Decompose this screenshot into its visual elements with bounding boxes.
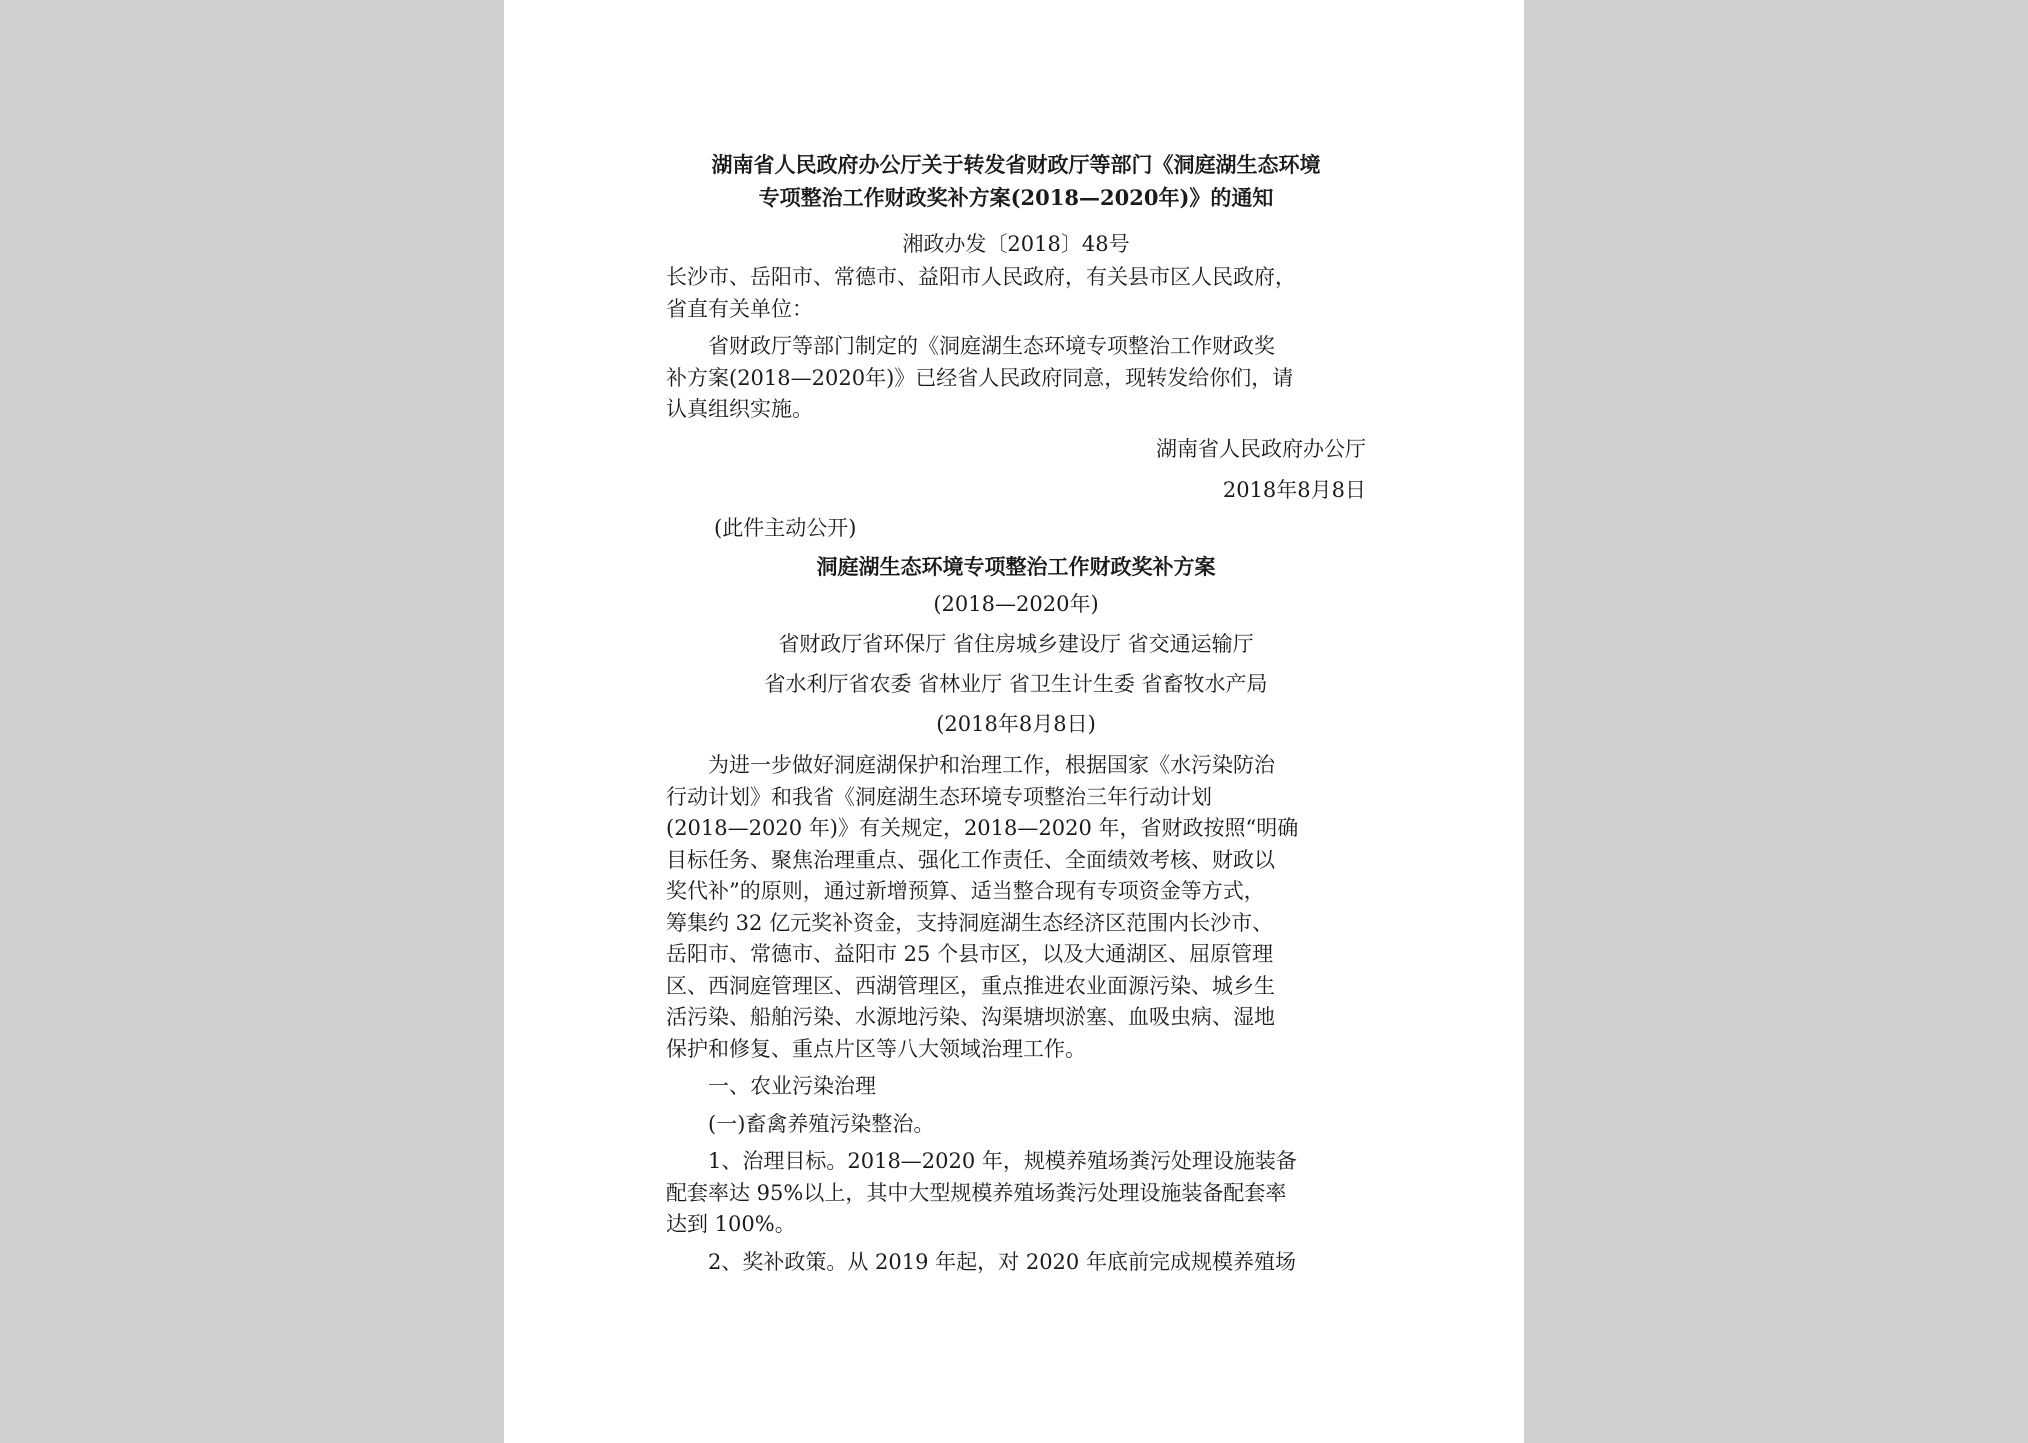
signature-org: 湖南省人民政府办公厅 xyxy=(1156,436,1366,461)
page-content xyxy=(666,148,1366,1278)
signature-date: 2018年8月8日 xyxy=(1222,478,1366,502)
paragraph-line: 补方案(2018—2020年)》已经省人民政府同意，现转发给你们，请 xyxy=(666,365,1294,390)
paragraph-line: 行动计划》和我省《洞庭湖生态环境专项整治三年行动计划 xyxy=(666,784,1212,809)
plan-intro-paragraph xyxy=(666,750,1366,1065)
paragraph-line: 筹集约 32 亿元奖补资金，支持洞庭湖生态经济区范围内长沙市、 xyxy=(666,910,1274,935)
subsection-heading: (一)畜禽养殖污染整治。 xyxy=(708,1111,935,1136)
document-number: 湘政办发〔2018〕48号 xyxy=(902,232,1130,256)
paragraph-line: 达到 100%。 xyxy=(666,1212,796,1236)
paragraph-line: 区、西洞庭管理区、西湖管理区，重点推进农业面源污染、城乡生 xyxy=(666,973,1275,998)
section-heading: 一、农业污染治理 xyxy=(708,1074,876,1098)
paragraph-line: 配套率达 95%以上，其中大型规模养殖场粪污处理设施装备配套率 xyxy=(666,1180,1287,1205)
paragraph-line: 奖代补”的原则，通过新增预算、适当整合现有专项资金等方式， xyxy=(666,879,1265,903)
public-note: (此件主动公开) xyxy=(714,515,857,540)
paragraph-line: 认真组织实施。 xyxy=(666,397,813,421)
plan-departments-line-2: 省水利厅省农委 省林业厅 省卫生计生委 省畜牧水产局 xyxy=(764,672,1268,696)
paragraph-line: 省财政厅等部门制定的《洞庭湖生态环境专项整治工作财政奖 xyxy=(708,334,1275,358)
document-title-line-1: 湖南省人民政府办公厅关于转发省财政厅等部门《洞庭湖生态环境 xyxy=(711,152,1321,177)
addressee-line: 长沙市、岳阳市、常德市、益阳市人民政府，有关县市区人民政府， xyxy=(666,265,1296,289)
plan-title: 洞庭湖生态环境专项整治工作财政奖补方案 xyxy=(816,554,1216,579)
plan-date: (2018年8月8日) xyxy=(936,712,1096,736)
paragraph-line: 活污染、船舶污染、水源地污染、沟渠塘坝淤塞、血吸虫病、湿地 xyxy=(666,1005,1275,1029)
paragraph-line: 为进一步做好洞庭湖保护和治理工作，根据国家《水污染防治 xyxy=(708,753,1275,777)
paragraph-line: 2、奖补政策。从 2019 年起，对 2020 年底前完成规模养殖场 xyxy=(708,1249,1296,1274)
plan-departments-line-1: 省财政厅省环保厅 省住房城乡建设厅 省交通运输厅 xyxy=(778,632,1254,656)
document-page xyxy=(504,0,1524,1443)
paragraph-line: 目标任务、聚焦治理重点、强化工作责任、全面绩效考核、财政以 xyxy=(666,847,1275,872)
paragraph-line: 保护和修复、重点片区等八大领域治理工作。 xyxy=(666,1036,1086,1061)
target-paragraph xyxy=(666,1146,1366,1241)
notice-paragraph xyxy=(666,331,1366,426)
document-title-line-2: 专项整治工作财政奖补方案(2018—2020年)》的通知 xyxy=(758,185,1274,210)
addressee-line: 省直有关单位： xyxy=(666,296,813,321)
policy-paragraph xyxy=(666,1247,1366,1279)
paragraph-line: 1、治理目标。2018—2020 年，规模养殖场粪污处理设施装备 xyxy=(708,1149,1297,1173)
paragraph-line: (2018—2020 年)》有关规定，2018—2020 年，省财政按照“明确 xyxy=(666,816,1299,840)
paragraph-line: 岳阳市、常德市、益阳市 25 个县市区，以及大通湖区、屈原管理 xyxy=(666,942,1274,966)
plan-years: (2018—2020年) xyxy=(933,592,1099,616)
addressee xyxy=(666,262,1366,325)
